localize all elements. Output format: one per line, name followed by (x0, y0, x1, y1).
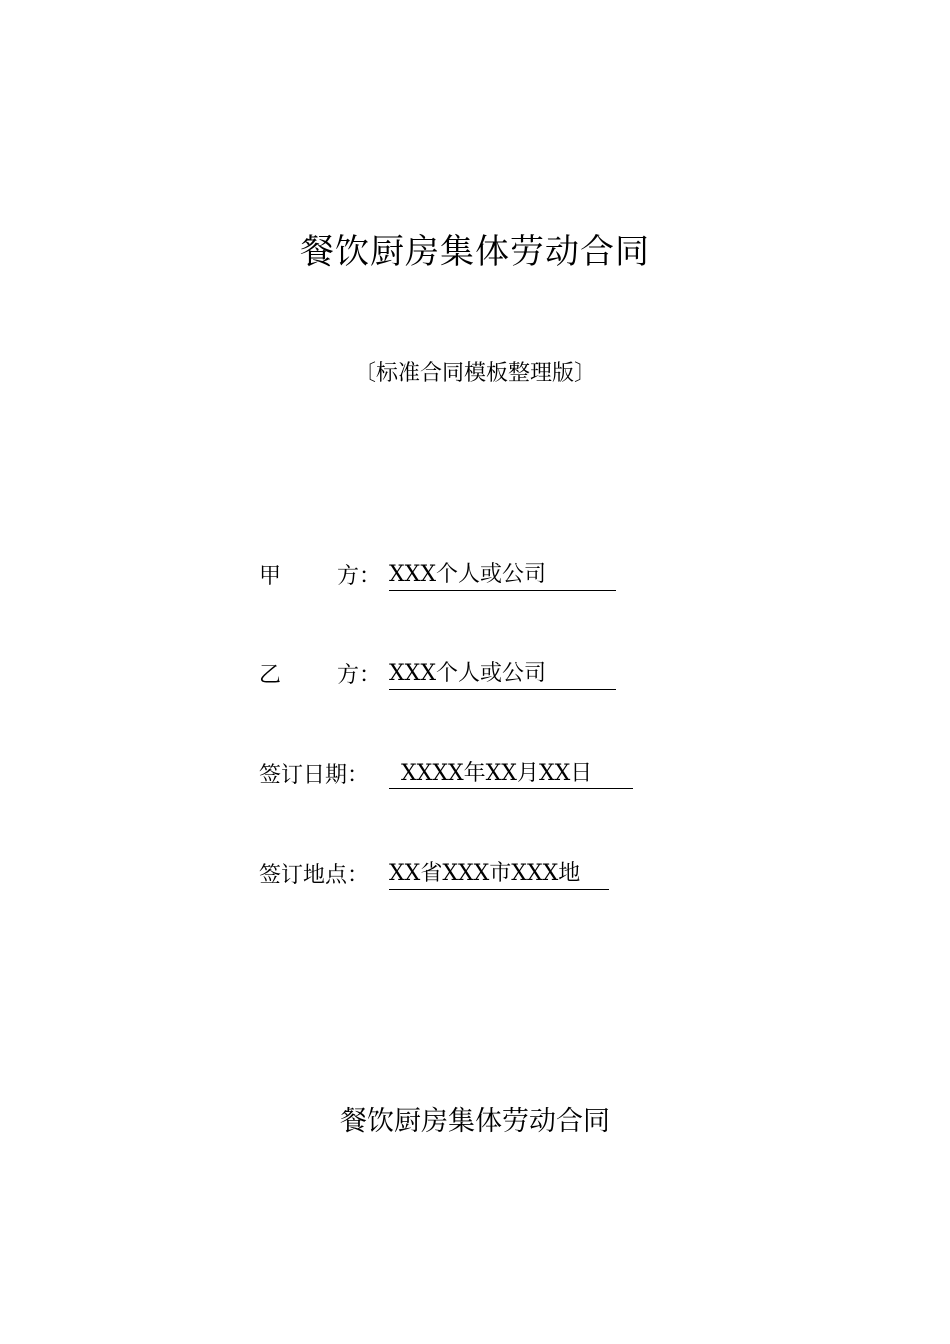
sign-date-value: XXXX年XX月XX日 (389, 759, 633, 789)
party-a-value: XXX个人或公司 (389, 560, 616, 591)
sign-place-value: XX省XXX市XXX地 (389, 859, 609, 890)
document-title: 餐饮厨房集体劳动合同 (300, 232, 650, 272)
party-a-label-char2: 方： (337, 564, 382, 589)
party-a-label-char1: 甲 (259, 564, 282, 589)
sign-date-label: 签订日期： (259, 763, 370, 788)
party-b-label-char2: 方： (337, 663, 382, 688)
party-b-label-char1: 乙 (259, 663, 282, 688)
party-b-value: XXX个人或公司 (389, 659, 616, 690)
footer-title: 餐饮厨房集体劳动合同 (340, 1106, 610, 1137)
sign-place-label: 签订地点： (259, 863, 370, 888)
document-subtitle: 〔标准合同模板整理版〕 (353, 361, 596, 386)
